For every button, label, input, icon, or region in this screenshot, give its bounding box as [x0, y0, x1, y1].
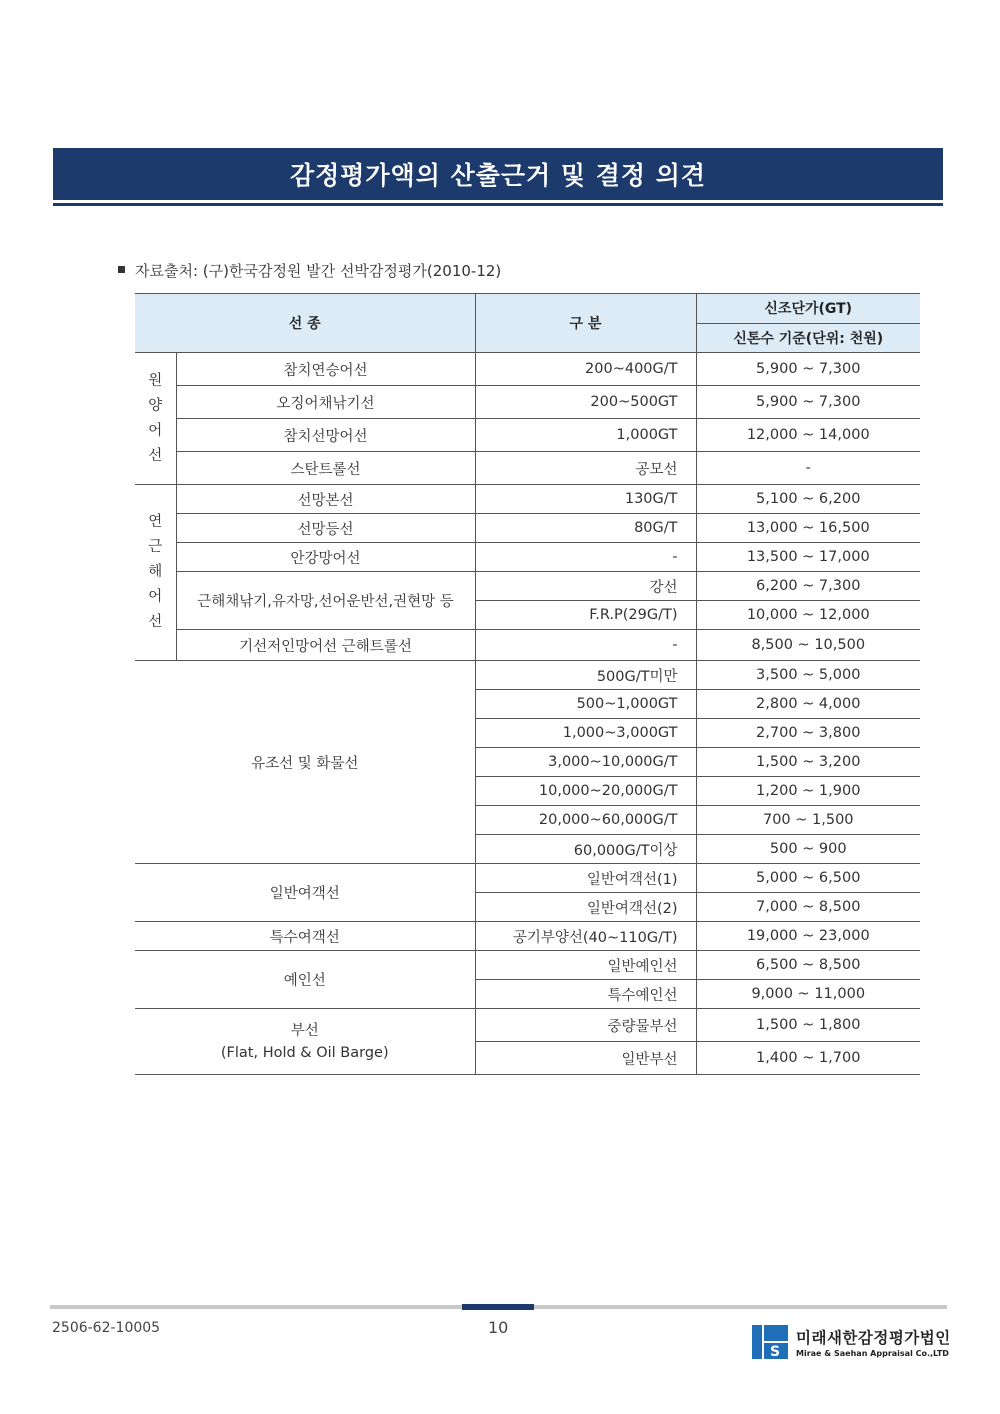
class-cell: 공모선: [475, 452, 696, 485]
class-cell: 1,000GT: [475, 419, 696, 452]
class-cell: 특수예인선: [475, 980, 696, 1009]
title-underline: [53, 203, 943, 206]
class-cell: F.R.P(29G/T): [475, 601, 696, 630]
price-cell: 1,500 ~ 1,800: [696, 1009, 920, 1042]
price-cell: 3,500 ~ 5,000: [696, 661, 920, 690]
class-cell: -: [475, 630, 696, 661]
ship-type-cell: 예인선: [135, 951, 475, 1009]
table-row: [135, 485, 920, 514]
price-cell: 19,000 ~ 23,000: [696, 922, 920, 951]
ship-type-cell: 근해채낚기,유자망,선어운반선,권현망 등: [176, 572, 475, 630]
ship-type-cell: 유조선 및 화물선: [135, 661, 475, 864]
price-cell: 1,200 ~ 1,900: [696, 777, 920, 806]
class-cell: 공기부양선(40~110G/T): [475, 922, 696, 951]
table-header-row: [135, 294, 920, 324]
price-cell: -: [696, 452, 920, 485]
table-row: [135, 1009, 920, 1042]
price-cell: 6,200 ~ 7,300: [696, 572, 920, 601]
source-text: 자료출처: (구)한국감정원 발간 선박감정평가(2010-12): [135, 262, 502, 280]
price-cell: 5,900 ~ 7,300: [696, 353, 920, 386]
barge-label: 부선: [290, 1022, 319, 1039]
table-row: [135, 922, 920, 951]
group-ocean-fishing: 원 양 어 선: [135, 353, 176, 485]
price-cell: 10,000 ~ 12,000: [696, 601, 920, 630]
table-row: [135, 419, 920, 452]
price-cell: 500 ~ 900: [696, 835, 920, 864]
table-row: [135, 630, 920, 661]
source-note: [118, 260, 501, 281]
table-row: [135, 543, 920, 572]
ship-type-cell: 기선저인망어선 근해트롤선: [176, 630, 475, 661]
price-cell: 12,000 ~ 14,000: [696, 419, 920, 452]
price-cell: 700 ~ 1,500: [696, 806, 920, 835]
ship-type-cell: 일반여객선: [135, 864, 475, 922]
table-row: [135, 951, 920, 980]
class-cell: -: [475, 543, 696, 572]
group-coastal-fishing: 연 근 해 어 선: [135, 485, 176, 661]
page-title: 감정평가액의 산출근거 및 결정 의견: [289, 161, 707, 190]
class-cell: 강선: [475, 572, 696, 601]
ship-type-cell: 스탄트롤선: [176, 452, 475, 485]
price-cell: 1,500 ~ 3,200: [696, 748, 920, 777]
ship-type-cell: 참치선망어선: [176, 419, 475, 452]
square-bullet-icon: [118, 266, 125, 273]
price-cell: 7,000 ~ 8,500: [696, 893, 920, 922]
page-number: 10: [488, 1318, 509, 1337]
price-cell: 13,000 ~ 16,500: [696, 514, 920, 543]
table-row: [135, 353, 920, 386]
svg-text:S: S: [770, 1344, 781, 1360]
price-cell: 5,100 ~ 6,200: [696, 485, 920, 514]
document-number: 2506-62-10005: [52, 1320, 161, 1336]
price-cell: 5,900 ~ 7,300: [696, 386, 920, 419]
class-cell: 일반부선: [475, 1042, 696, 1075]
ship-type-cell: 안강망어선: [176, 543, 475, 572]
company-logo: [750, 1322, 951, 1362]
price-cell: 6,500 ~ 8,500: [696, 951, 920, 980]
price-cell: 13,500 ~ 17,000: [696, 543, 920, 572]
table-row: [135, 864, 920, 893]
table-row: [135, 386, 920, 419]
class-cell: 10,000~20,000G/T: [475, 777, 696, 806]
price-cell: 8,500 ~ 10,500: [696, 630, 920, 661]
price-cell: 2,800 ~ 4,000: [696, 690, 920, 719]
header-price-top: 신조단가(GT): [696, 294, 920, 324]
class-cell: 60,000G/T이상: [475, 835, 696, 864]
company-name-english: Mirae & Saehan Appraisal Co.,LTD: [796, 1349, 949, 1358]
class-cell: 500G/T미만: [475, 661, 696, 690]
barge-sub-label: (Flat, Hold & Oil Barge): [220, 1044, 389, 1061]
price-cell: 9,000 ~ 11,000: [696, 980, 920, 1009]
company-name-korean: 미래새한감정평가법인: [796, 1329, 951, 1347]
header-price-bottom: 신톤수 기준(단위: 천원): [696, 323, 920, 353]
table-row: [135, 661, 920, 690]
ms-logo-icon: [750, 1322, 790, 1362]
class-cell: 3,000~10,000G/T: [475, 748, 696, 777]
page-title-bar: [53, 148, 943, 200]
price-cell: 5,000 ~ 6,500: [696, 864, 920, 893]
class-cell: 200~500GT: [475, 386, 696, 419]
ship-type-cell: 참치연승어선: [176, 353, 475, 386]
header-classification: 구 분: [475, 294, 696, 353]
class-cell: 500~1,000GT: [475, 690, 696, 719]
ship-type-cell: 선망본선: [176, 485, 475, 514]
price-cell: 1,400 ~ 1,700: [696, 1042, 920, 1075]
table-row: [135, 514, 920, 543]
class-cell: 일반예인선: [475, 951, 696, 980]
ship-type-cell: 특수여객선: [135, 922, 475, 951]
class-cell: 200~400G/T: [475, 353, 696, 386]
class-cell: 중량물부선: [475, 1009, 696, 1042]
class-cell: 1,000~3,000GT: [475, 719, 696, 748]
class-cell: 130G/T: [475, 485, 696, 514]
class-cell: 80G/T: [475, 514, 696, 543]
table-row: [135, 452, 920, 485]
class-cell: 일반여객선(2): [475, 893, 696, 922]
ship-type-cell: 오징어채낚기선: [176, 386, 475, 419]
class-cell: 20,000~60,000G/T: [475, 806, 696, 835]
ship-type-cell: 선망등선: [176, 514, 475, 543]
ship-type-cell: [135, 1009, 475, 1075]
class-cell: 일반여객선(1): [475, 864, 696, 893]
price-cell: 2,700 ~ 3,800: [696, 719, 920, 748]
header-ship-type: 선 종: [135, 294, 475, 353]
table-row: [135, 572, 920, 601]
ship-price-table: [135, 293, 920, 1075]
footer-page-accent: [462, 1304, 534, 1310]
